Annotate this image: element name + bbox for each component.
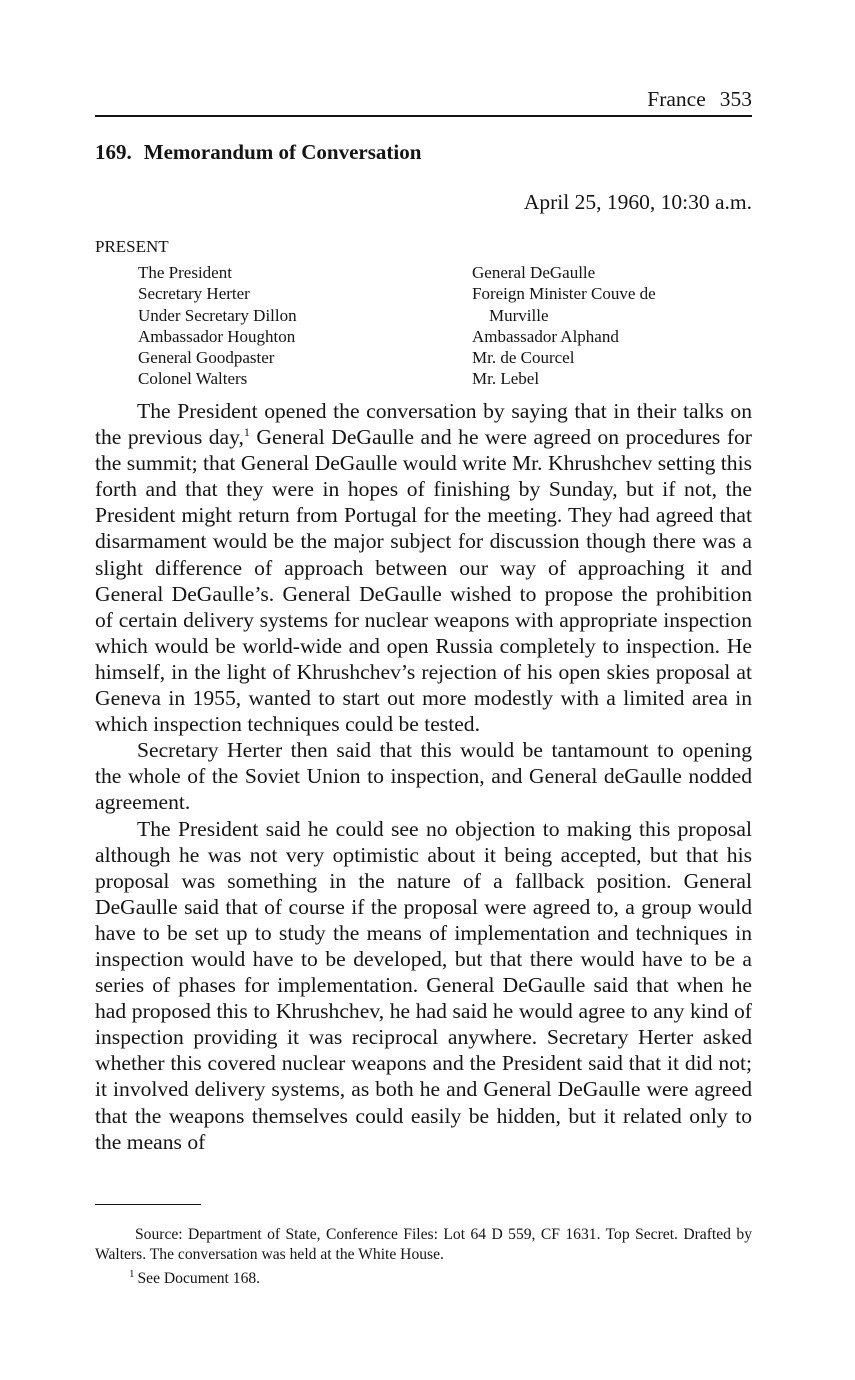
header-rule	[95, 115, 752, 117]
running-head	[95, 86, 752, 112]
footnote-1	[95, 1269, 752, 1289]
french-attendee-list	[472, 262, 656, 390]
footnote-reference: 1	[243, 425, 250, 440]
document-heading	[95, 139, 421, 165]
us-attendee-list	[138, 262, 297, 390]
attendee: General DeGaulle	[472, 263, 596, 282]
document-title: Memorandum of Conversation	[143, 140, 422, 164]
attendee: Mr. Lebel	[472, 369, 540, 389]
paragraph-1-text-a: The President opened the conversation by saying that in their talks on the previous day,	[95, 399, 752, 450]
footnote-1-text: See Document 168.	[137, 1270, 261, 1287]
running-head-section: France	[647, 87, 706, 111]
attendee: Mr. de Courcel	[472, 348, 575, 368]
attendee: Colonel Walters	[138, 369, 248, 389]
paragraph-1	[95, 398, 752, 737]
attendee: Foreign Minister Couve de	[472, 284, 656, 304]
source-note: Source: Department of State, Conference Files: Lot 64 D 559, CF 1631. Top Secret. Drafted by Walters. The conversation was held at the White House.	[95, 1226, 752, 1263]
document-date: April 25, 1960, 10:30 a.m.	[523, 190, 752, 214]
attendee: Under Secretary Dillon	[138, 305, 297, 325]
attendee: Ambassador Houghton	[138, 326, 296, 346]
attendee-continuation: Murville	[489, 305, 549, 325]
paragraph-2: Secretary Herter then said that this would be tantamount to opening the whole of the Soviet Union to inspection, and General deGaulle nodded agreement.	[95, 738, 752, 815]
attendee: Ambassador Alphand	[472, 326, 619, 346]
attendee: Secretary Herter	[138, 284, 250, 304]
footnote-rule	[95, 1204, 201, 1205]
attendee: The President	[138, 263, 232, 282]
document-number: 169.	[95, 140, 132, 164]
paragraph-1-text-b: General DeGaulle and he were agreed on procedures for the summit; that General DeGaulle would write Mr. Khrushchev setting this forth and that they were in hopes of finishing by Sunday, but if not, the President might return from Portugal for the meeting. They had agreed that disarmament would be the major subject for discussion though there was a slight difference of approach between our way of approaching it and General DeGaulle’s. General DeGaulle wished to propose the prohibition of certain delivery systems for nuclear weapons with appropriate inspection which would be world-wide and open Russia completely to inspection. He himself, in the light of Khrushchev’s rejection of his open skies proposal at Geneva in 1955, wanted to start out more modestly with a limited area in which inspection techniques could be tested.	[95, 425, 752, 737]
footnotes	[95, 1225, 752, 1289]
page-number: 353	[719, 87, 752, 111]
present-label: PRESENT	[95, 237, 169, 256]
footnote-1-marker: 1	[129, 1268, 135, 1280]
memorandum-body	[95, 398, 752, 1155]
paragraph-3: The President said he could see no objection to making this proposal although he was not very optimistic about it being accepted, but that his proposal was something in the nature of a fallback position. General DeGaulle said that of course if the proposal were agreed to, a group would have to be set up to study the means of implementation and techniques in inspection would have to be developed, but that there would have to be a series of phases for implementation. General DeGaulle said that when he had proposed this to Khrushchev, he had said he would agree to any kind of inspection providing it was reciprocal anywhere. Secretary Herter asked whether this covered nuclear weapons and the President said that it did not; it involved delivery systems, as both he and General DeGaulle were agreed that the weapons themselves could easily be hidden, but it related only to the means of	[95, 816, 752, 1154]
attendee: General Goodpaster	[138, 348, 275, 368]
